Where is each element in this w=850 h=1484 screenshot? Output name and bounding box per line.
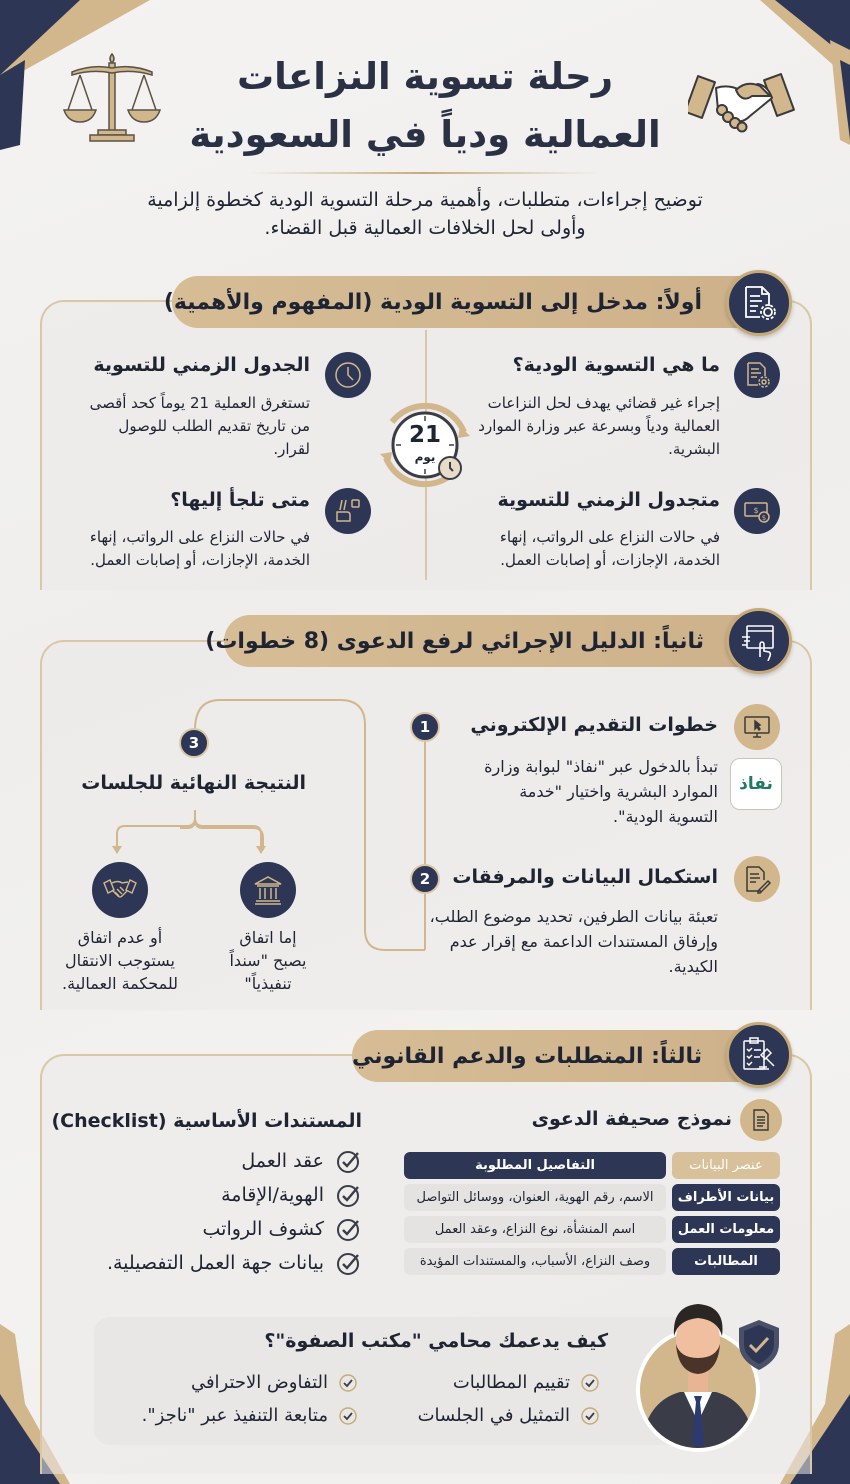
step-1-icon-circle	[734, 704, 780, 750]
checklist-item	[221, 1182, 362, 1208]
document-gear-icon	[740, 284, 778, 322]
nafath-badge: نفاذ	[730, 758, 782, 810]
document-icon	[749, 1108, 773, 1132]
table-row-key: معلومات العمل	[672, 1216, 780, 1243]
support-title: كيف يدعمك محامي "مكتب الصفوة"؟	[264, 1330, 608, 1352]
checklist-title: المستندات الأساسية (Checklist)	[51, 1110, 362, 1132]
step-1-text: تبدأ بالدخول عبر "نفاذ" لبوابة وزارة الموارد البشرية واختيار "خدمة التسوية الودية".	[484, 757, 718, 826]
step-3-number: 3	[179, 728, 209, 758]
card-schedule-text: في حالات النزاع على الرواتب، إنهاء الخدمة، الإجازات، أو إصابات العمل.	[499, 528, 720, 569]
money-icon	[742, 496, 772, 526]
shield-check-icon	[736, 1318, 782, 1372]
table-row-value: اسم المنشأة، نوع النزاع، وعقد العمل	[404, 1216, 666, 1243]
check-circle-icon	[336, 1182, 362, 1208]
card-what-is-title: ما هي التسوية الودية؟	[512, 354, 720, 376]
computer-cursor-icon	[742, 712, 772, 742]
card-timeline-text: تستغرق العملية 21 يوماً كحد أقصى من تاريخ تقديم الطلب للوصول لقرار.	[89, 394, 310, 458]
outcome-no-agreement-icon-circle	[92, 862, 148, 918]
section-1-header	[163, 276, 772, 328]
card-timeline-title: الجدول الزمني للتسوية	[93, 354, 310, 376]
step-2-text: تعبئة بيانات الطرفين، تحديد موضوع الطلب، وإرفاق المستندات الداعمة مع إقرار عدم الكيدية.	[429, 907, 718, 976]
checklist-item	[203, 1216, 363, 1242]
form-icon-circle	[740, 1099, 782, 1141]
support-item	[453, 1372, 600, 1393]
checklist-item	[241, 1148, 362, 1174]
table-row-key: المطالبات	[672, 1248, 780, 1275]
checklist-item	[107, 1250, 362, 1276]
check-circle-icon	[336, 1148, 362, 1174]
page-subtitle	[80, 186, 770, 242]
table-row-value: وصف النزاع، الأسباب، والمستندات المؤيدة	[404, 1248, 666, 1275]
lawyer-avatar	[630, 1292, 760, 1452]
document-pen-icon	[742, 864, 772, 894]
section-2-header	[205, 615, 774, 667]
timer-unit: يوم	[414, 450, 436, 464]
svg-text:$: $	[753, 506, 759, 515]
section-3-title: ثالثاً: المتطلبات والدعم القانوني	[351, 1043, 702, 1069]
browser-click-icon	[739, 621, 779, 661]
checklist-item-label: الهوية/الإقامة	[221, 1184, 324, 1206]
scales-of-justice-icon	[60, 50, 165, 145]
step-1-title: خطوات التقديم الإلكتروني	[470, 714, 718, 736]
page-title	[170, 48, 680, 164]
form-title: نموذج صحيفة الدعوى	[531, 1108, 732, 1130]
section-3-header	[352, 1030, 772, 1082]
card-what-is-text: إجراء غير قضائي يهدف لحل النزاعات العمالية ودياً وبسرعة عبر وزارة الموارد البشرية.	[478, 394, 720, 458]
courthouse-icon	[251, 873, 285, 907]
step-2-number: 2	[410, 864, 440, 894]
step-3-title: النتيجة النهائية للجلسات	[81, 772, 306, 794]
support-item-label: التفاوض الاحترافي	[190, 1372, 328, 1393]
section-2-title: ثانياً: الدليل الإجرائي لرفع الدعوى (8 خطوات)	[205, 628, 704, 654]
subtitle-line-2: وأولى لحل الخلافات العمالية قبل القضاء.	[264, 217, 586, 239]
check-circle-icon	[580, 1373, 600, 1393]
support-item	[142, 1405, 358, 1426]
when-icon-circle	[325, 488, 371, 534]
check-circle-icon	[336, 1250, 362, 1276]
title-divider	[250, 172, 600, 174]
title-line-2: العمالية ودياً في السعودية	[189, 113, 661, 156]
section-2-badge	[726, 608, 792, 674]
support-item-label: متابعة التنفيذ عبر "ناجز".	[141, 1405, 328, 1426]
check-circle-icon	[338, 1373, 358, 1393]
timer-number: 21	[408, 422, 441, 448]
money-icon-circle	[734, 488, 780, 534]
card-when-title: متى تلجأ إليها؟	[170, 489, 310, 511]
title-line-1: رحلة تسوية النزاعات	[236, 55, 614, 98]
support-item	[418, 1405, 600, 1426]
card-schedule-title: متجدول الزمني للتسوية	[497, 489, 720, 511]
checklist-item-label: بيانات جهة العمل التفصيلية.	[106, 1252, 324, 1274]
table-header-key: عنصر البيانات	[672, 1152, 780, 1179]
checklist-item-label: كشوف الرواتب	[202, 1218, 324, 1240]
clock-icon	[333, 360, 363, 390]
step-1-number: 1	[410, 712, 440, 742]
clipboard-gavel-icon	[739, 1035, 779, 1075]
handshake-icon	[102, 875, 138, 905]
checklist-item-label: عقد العمل	[241, 1150, 324, 1172]
card-when-text: في حالات النزاع على الرواتب، إنهاء الخدمة، الإجازات، أو إصابات العمل.	[89, 528, 310, 569]
check-circle-icon	[336, 1216, 362, 1242]
subtitle-line-1: توضيح إجراءات، متطلبات، وأهمية مرحلة التسوية الودية كخطوة إلزامية	[147, 189, 703, 211]
step-2-icon-circle	[734, 856, 780, 902]
branch-arrows	[110, 800, 290, 860]
section-3-badge	[726, 1022, 792, 1088]
check-circle-icon	[580, 1406, 600, 1426]
section-1-badge	[726, 270, 792, 336]
table-header-value: التفاصيل المطلوبة	[404, 1152, 666, 1179]
document-gear-icon	[743, 361, 771, 389]
step-2-title: استكمال البيانات والمرفقات	[452, 866, 718, 888]
outcome-agreement-icon-circle	[240, 862, 296, 918]
support-item	[191, 1372, 358, 1393]
outcome-agreement-text: إما اتفاق يصبح "سنداً تنفيذياً"	[229, 928, 307, 993]
handshake-icon	[688, 68, 798, 138]
table-row-value: الاسم، رقم الهوية، العنوان، ووسائل التواصل	[404, 1184, 666, 1211]
check-circle-icon	[338, 1406, 358, 1426]
what-is-icon-circle	[734, 352, 780, 398]
section-1-title: أولاً: مدخل إلى التسوية الودية (المفهوم والأهمية)	[163, 289, 702, 315]
table-row-key: بيانات الأطراف	[672, 1184, 780, 1211]
timeline-icon-circle	[325, 352, 371, 398]
svg-text:$: $	[761, 514, 767, 522]
support-item-label: تقييم المطالبات	[452, 1372, 570, 1393]
hand-card-icon	[333, 496, 363, 526]
outcome-no-agreement-text: أو عدم اتفاق يستوجب الانتقال للمحكمة العمالية.	[61, 928, 179, 993]
support-item-label: التمثيل في الجلسات	[417, 1405, 570, 1426]
